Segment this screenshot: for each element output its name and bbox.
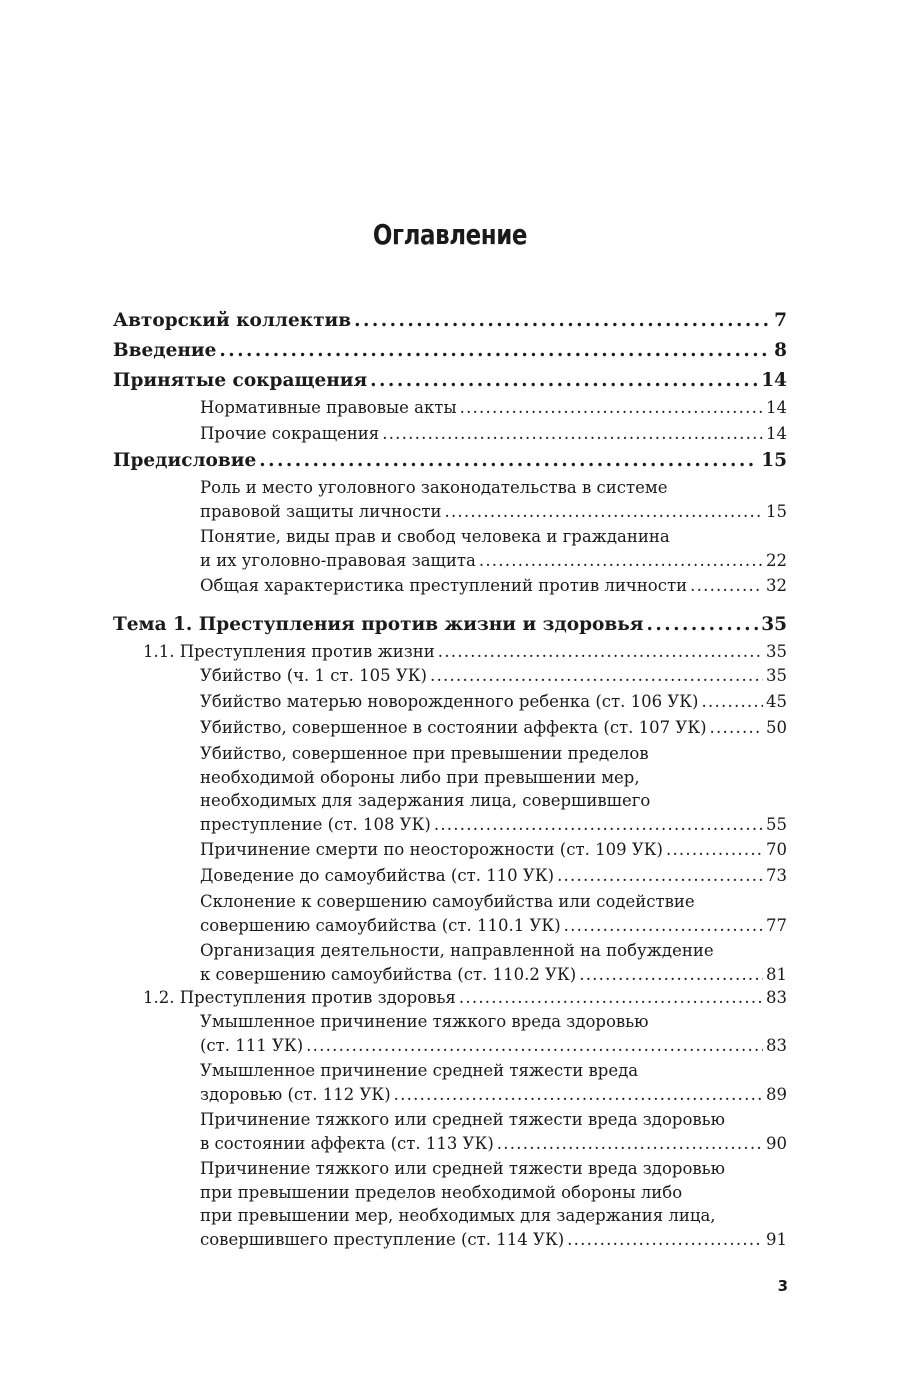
toc-entry[interactable] bbox=[200, 838, 787, 862]
toc-entry[interactable] bbox=[200, 1010, 787, 1057]
toc-entry[interactable] bbox=[200, 422, 787, 446]
toc-entry-title: Тема 1. Преступления против жизни и здоровья bbox=[113, 614, 644, 635]
toc-entry[interactable] bbox=[200, 525, 787, 572]
toc-entry-title: Предисловие bbox=[113, 450, 257, 471]
toc-entry[interactable] bbox=[200, 396, 787, 420]
toc-entry-line: Причинение тяжкого или средней тяжести вреда здоровью bbox=[200, 1110, 726, 1129]
toc-entry[interactable] bbox=[113, 446, 787, 476]
toc-entry[interactable] bbox=[200, 1157, 787, 1251]
toc-entry[interactable] bbox=[200, 1059, 787, 1106]
toc-entry-title: Авторский коллектив bbox=[113, 310, 352, 331]
dot-leader bbox=[438, 640, 763, 664]
toc-entry-line: при превышении пределов необходимой обороны либо bbox=[200, 1182, 683, 1202]
dot-leader bbox=[666, 838, 763, 862]
dot-leader bbox=[702, 690, 764, 714]
toc-entry-line: Умышленное причинение средней тяжести вреда bbox=[200, 1061, 639, 1080]
toc-entry-title: Доведение до самоубийства (ст. 110 УК) bbox=[200, 866, 555, 885]
dot-leader bbox=[370, 366, 758, 396]
toc-entry-title: Принятые сокращения bbox=[113, 370, 368, 391]
toc-entry-line: необходимых для задержания лица, совершившего bbox=[200, 791, 651, 810]
dot-leader bbox=[459, 986, 763, 1010]
toc-entry-page: 22 bbox=[766, 550, 787, 570]
dot-leader bbox=[394, 1083, 763, 1107]
toc-entry-title: совершению самоубийства (ст. 110.1 УК) bbox=[200, 915, 561, 935]
toc-entry-page: 50 bbox=[766, 718, 787, 737]
toc-entry-title: Прочие сокращения bbox=[200, 424, 380, 443]
dot-leader bbox=[444, 500, 763, 524]
toc-entry-line: Роль и место уголовного законодательства в системе bbox=[200, 478, 668, 497]
toc-entry-page: 77 bbox=[766, 915, 787, 935]
toc-entry-title: Убийство (ч. 1 ст. 105 УК) bbox=[200, 666, 427, 685]
toc-entry[interactable] bbox=[200, 1108, 787, 1155]
toc-entry-page: 14 bbox=[761, 370, 787, 391]
toc-entry[interactable] bbox=[113, 366, 787, 396]
dot-leader bbox=[354, 306, 771, 336]
toc-entry[interactable] bbox=[113, 610, 787, 640]
toc-entry-title: к совершению самоубийства (ст. 110.2 УК) bbox=[200, 964, 577, 984]
toc-entry-title: в состоянии аффекта (ст. 113 УК) bbox=[200, 1133, 494, 1153]
toc-entry-line: Умышленное причинение тяжкого вреда здоровью bbox=[200, 1012, 649, 1031]
toc-entry-page: 81 bbox=[766, 964, 787, 984]
toc-entry-page: 91 bbox=[766, 1229, 787, 1249]
toc-entry-page: 55 bbox=[766, 814, 787, 834]
toc-entry-page: 14 bbox=[766, 398, 787, 417]
dot-leader bbox=[646, 610, 758, 640]
toc-entry-page: 90 bbox=[766, 1133, 787, 1153]
dot-leader bbox=[710, 716, 763, 740]
toc-entry-page: 45 bbox=[766, 692, 787, 711]
dot-leader bbox=[557, 864, 763, 888]
toc-entry-page: 70 bbox=[766, 840, 787, 859]
toc-entry-title: правовой защиты личности bbox=[200, 501, 442, 521]
dot-leader bbox=[434, 813, 763, 837]
dot-leader bbox=[430, 664, 763, 688]
toc-entry-title: преступление (ст. 108 УК) bbox=[200, 814, 431, 834]
toc-entry[interactable] bbox=[143, 640, 787, 664]
toc-entry-line: Убийство, совершенное при превышении пределов bbox=[200, 744, 649, 763]
toc-entry-line: Организация деятельности, направленной на побуждение bbox=[200, 941, 714, 960]
toc-entry-title: Причинение смерти по неосторожности (ст. 109 УК) bbox=[200, 840, 663, 859]
toc-entry[interactable] bbox=[200, 574, 787, 598]
toc-entry-page: 7 bbox=[774, 310, 787, 331]
table-of-contents bbox=[0, 306, 900, 1251]
toc-entry-title: Введение bbox=[113, 340, 217, 361]
dot-leader bbox=[579, 963, 763, 987]
toc-entry[interactable] bbox=[200, 690, 787, 714]
dot-leader bbox=[497, 1132, 763, 1156]
toc-entry[interactable] bbox=[113, 336, 787, 366]
toc-entry[interactable] bbox=[200, 864, 787, 888]
page-title: Оглавление bbox=[372, 218, 528, 251]
toc-entry-title: Убийство матерью новорожденного ребенка (ст. 106 УК) bbox=[200, 692, 699, 711]
toc-entry-page: 35 bbox=[766, 642, 787, 661]
dot-leader bbox=[460, 396, 763, 420]
dot-leader bbox=[382, 422, 763, 446]
dot-leader bbox=[567, 1228, 763, 1252]
toc-entry-page: 8 bbox=[774, 340, 787, 361]
toc-entry-title: и их уголовно-правовая защита bbox=[200, 550, 476, 570]
toc-entry-page: 15 bbox=[761, 450, 787, 471]
toc-entry-page: 15 bbox=[766, 501, 787, 521]
toc-entry-title: Нормативные правовые акты bbox=[200, 398, 457, 417]
toc-entry-title: (ст. 111 УК) bbox=[200, 1035, 304, 1055]
toc-entry[interactable] bbox=[200, 742, 787, 836]
toc-entry[interactable] bbox=[143, 986, 787, 1010]
toc-entry[interactable] bbox=[200, 890, 787, 937]
toc-entry-page: 73 bbox=[766, 866, 787, 885]
toc-entry[interactable] bbox=[200, 476, 787, 523]
toc-entry-page: 32 bbox=[766, 576, 787, 595]
toc-entry-line: Склонение к совершению самоубийства или содействие bbox=[200, 892, 695, 911]
toc-entry-page: 89 bbox=[766, 1084, 787, 1104]
toc-entry-page: 35 bbox=[761, 614, 787, 635]
toc-entry-title: 1.1. Преступления против жизни bbox=[143, 642, 435, 661]
dot-leader bbox=[259, 446, 758, 476]
dot-leader bbox=[306, 1034, 763, 1058]
toc-entry-title: здоровью (ст. 112 УК) bbox=[200, 1084, 391, 1104]
toc-entry-page: 83 bbox=[766, 988, 787, 1007]
toc-entry-line: Понятие, виды прав и свобод человека и гражданина bbox=[200, 527, 670, 546]
toc-entry-line: Причинение тяжкого или средней тяжести вреда здоровью bbox=[200, 1159, 726, 1178]
toc-entry[interactable] bbox=[113, 306, 787, 336]
toc-entry-title: 1.2. Преступления против здоровья bbox=[143, 988, 456, 1007]
toc-entry-title: Общая характеристика преступлений против личности bbox=[200, 576, 688, 595]
toc-entry-page: 83 bbox=[766, 1035, 787, 1055]
toc-entry-page: 14 bbox=[766, 424, 787, 443]
page-number: 3 bbox=[777, 1277, 788, 1295]
toc-entry-title: Убийство, совершенное в состоянии аффекта (ст. 107 УК) bbox=[200, 718, 707, 737]
toc-entry[interactable] bbox=[200, 664, 787, 688]
dot-leader bbox=[479, 549, 763, 573]
toc-entry-page: 35 bbox=[766, 666, 787, 685]
toc-entry[interactable] bbox=[200, 716, 787, 740]
toc-entry-title: совершившего преступление (ст. 114 УК) bbox=[200, 1229, 565, 1249]
toc-entry-line: при превышении мер, необходимых для задержания лица, bbox=[200, 1206, 716, 1225]
dot-leader bbox=[219, 336, 771, 366]
dot-leader bbox=[690, 574, 763, 598]
toc-entry[interactable] bbox=[200, 939, 787, 986]
dot-leader bbox=[564, 914, 763, 938]
toc-entry-line: необходимой обороны либо при превышении мер, bbox=[200, 767, 640, 787]
